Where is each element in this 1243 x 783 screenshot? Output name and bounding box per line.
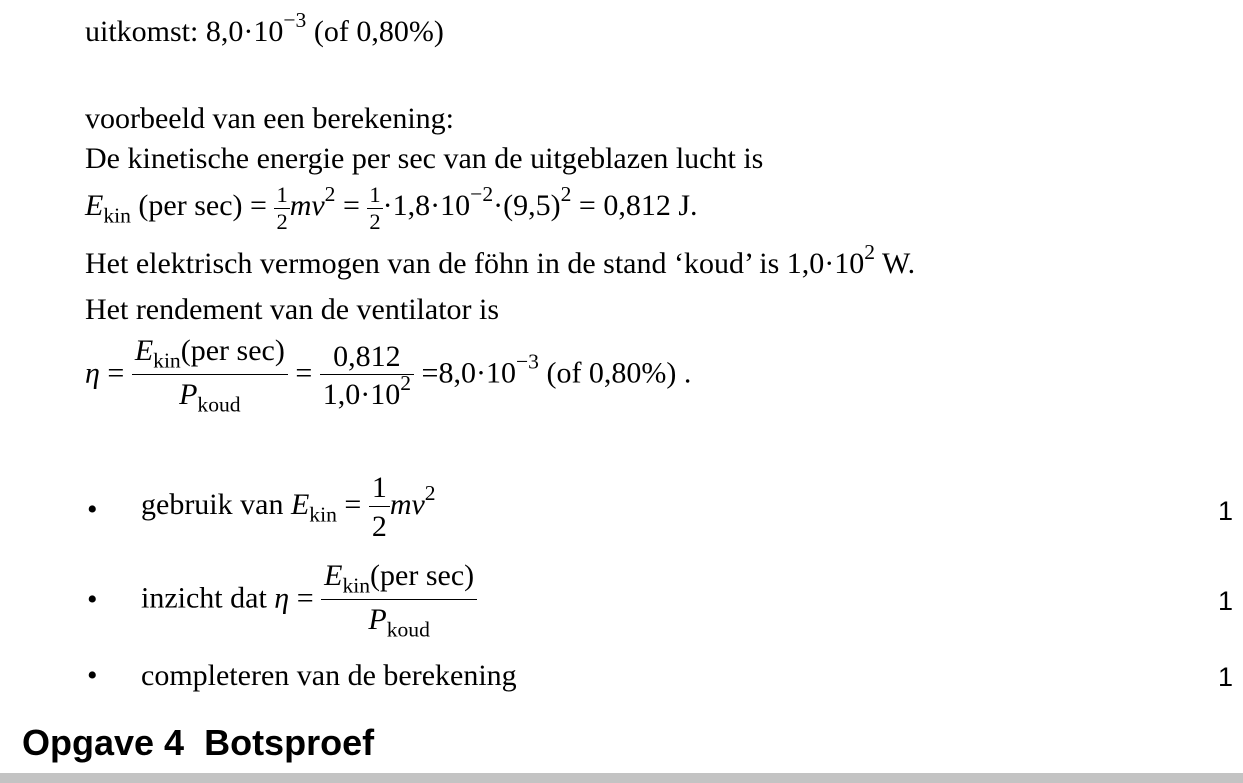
- criterion-2-bullet: •: [87, 583, 98, 616]
- eq2-result: 8,0: [438, 356, 476, 390]
- eq1-speed: (9,5): [503, 189, 561, 223]
- eq2-num-E: E: [134, 334, 154, 367]
- crit2-den-P: P: [368, 603, 387, 637]
- criterion-2: [141, 560, 477, 641]
- power-unit: W.: [882, 247, 916, 280]
- eq2-num-sub: kin: [153, 348, 181, 373]
- power-value: 1,0: [786, 247, 825, 280]
- answer-exponent: −3: [283, 7, 307, 32]
- crit1-equals: =: [344, 487, 362, 521]
- eq1-half-fraction: [274, 183, 289, 233]
- eq2-equals-3: =: [421, 356, 439, 390]
- eq2-alt: (of 0,80%) .: [546, 356, 692, 390]
- crit2-denominator: [321, 600, 477, 641]
- power-ten: 10: [834, 247, 865, 280]
- criterion-1-bullet: •: [87, 493, 98, 526]
- eq2-res-ten: 10: [485, 356, 516, 390]
- example-line-kinetic: De kinetische energie per sec van de uitgeblazen lucht is: [85, 142, 764, 175]
- eq2-d2-coef: 1,0: [322, 378, 361, 412]
- crit1-half-fraction: [369, 472, 390, 542]
- eq2-num-per: (per sec): [180, 334, 285, 367]
- eq2-numerator-1: [132, 335, 288, 375]
- criterion-3-bullet: •: [87, 659, 98, 692]
- eq1-mv: mv: [289, 189, 325, 223]
- eq1-half-num: 1: [276, 182, 288, 207]
- eq2-numerator-2: 0,812: [320, 341, 414, 376]
- eq2-equals-2: =: [295, 356, 313, 390]
- eq2-res-exp: −3: [515, 349, 539, 374]
- criterion-3-text: completeren van de berekening: [141, 659, 517, 692]
- eq2-eta: η: [85, 356, 100, 390]
- criterion-1-text: gebruik van: [141, 487, 284, 521]
- answer-percentage: (of 0,80%): [313, 15, 444, 48]
- eq2-den-P: P: [179, 378, 198, 412]
- eq1-ten: 10: [440, 189, 471, 223]
- eq2-fraction-1: [132, 335, 288, 416]
- crit1-E-sub: kin: [309, 502, 337, 527]
- eq2-denominator-1: [132, 375, 288, 416]
- crit2-eta: η: [274, 581, 290, 615]
- eq2-denominator-2: $1,0\cdot 10^2$: [322, 371, 412, 412]
- eq1-equals: =: [342, 189, 360, 223]
- crit1-half-den: 2: [371, 509, 387, 543]
- eq2-fraction-2: [320, 341, 414, 411]
- crit1-half-num: 1: [369, 472, 390, 507]
- efficiency-equation: η = $\frac{E_{kin}(per \sec)}{P_{koud}}$ = $\frac{0,812}{1,0\cdot 10^2}$ $=8,0\cdot 10^{-3}$ (of 0,80%) .: [85, 334, 692, 417]
- criterion-1: [141, 472, 436, 542]
- eq1-per-sec: (per sec) =: [138, 189, 267, 223]
- crit2-numerator: [321, 560, 477, 600]
- crit2-num-per: (per sec): [370, 559, 475, 592]
- crit1-mv: mv: [389, 487, 425, 521]
- eq1-result: = 0,812 J.: [578, 189, 698, 223]
- crit1-E: E: [290, 487, 310, 521]
- efficiency-line: Het rendement van de ventilator is: [85, 293, 500, 326]
- criterion-3-score: 1: [1217, 662, 1233, 692]
- crit1-sq: 2: [424, 480, 436, 505]
- eq1-speed-sq: 2: [560, 181, 572, 206]
- criterion-1-score: 1: [1217, 496, 1233, 526]
- eq1-half-num-2: 1: [369, 182, 381, 207]
- example-heading: voorbeeld van een berekening:: [85, 102, 455, 135]
- section-title: Opgave 4 Botsproef: [22, 722, 375, 763]
- eq2-d2-ten: 10: [370, 378, 401, 412]
- answer-line: uitkomst: $8,0\cdot 10^{-3}$ (of 0,80%): [85, 7, 444, 48]
- criterion-2-score: 1: [1217, 586, 1233, 616]
- power-line: Het elektrisch vermogen van de föhn in de stand ‘koud’ is $1,0\cdot 10^2$ W.: [85, 239, 916, 280]
- eq1-E-sub: kin: [103, 203, 131, 228]
- answer-label: uitkomst:: [85, 15, 199, 48]
- power-exp: 2: [864, 239, 876, 264]
- crit2-equals: =: [296, 581, 314, 615]
- eq1-coef: 1,8: [392, 189, 431, 223]
- crit2-fraction: [321, 560, 477, 641]
- answer-mantissa: 8,0: [205, 15, 244, 48]
- eq2-equals: =: [107, 356, 125, 390]
- crit2-num-sub: kin: [342, 573, 371, 598]
- crit2-num-E: E: [324, 559, 343, 592]
- eq1-half-den: 2: [276, 208, 288, 234]
- kinetic-energy-equation: $E_{kin}$ (per sec) = $\frac{1}{2}$ $mv^2$ = $\frac{1}{2}$ $\cdot 1,8\cdot 10^{-2}\cdot(9,5)^2 = 0,812$ J.: [85, 181, 698, 234]
- eq2-d2-exp: 2: [400, 371, 412, 396]
- power-text: Het elektrisch vermogen van de föhn in de stand ‘koud’ is: [85, 247, 780, 280]
- answer-base: 10: [253, 15, 284, 48]
- eq2-den-sub: koud: [197, 392, 241, 417]
- eq1-half-fraction-2: [367, 183, 382, 233]
- crit2-den-sub: koud: [386, 617, 430, 642]
- eq1-E: E: [85, 189, 104, 223]
- bottom-divider: [0, 773, 1243, 783]
- eq1-half-den-2: 2: [369, 208, 381, 234]
- eq1-sq: 2: [324, 181, 336, 206]
- eq1-coef-exp: −2: [470, 181, 494, 206]
- criterion-2-text: inzicht dat: [141, 581, 267, 615]
